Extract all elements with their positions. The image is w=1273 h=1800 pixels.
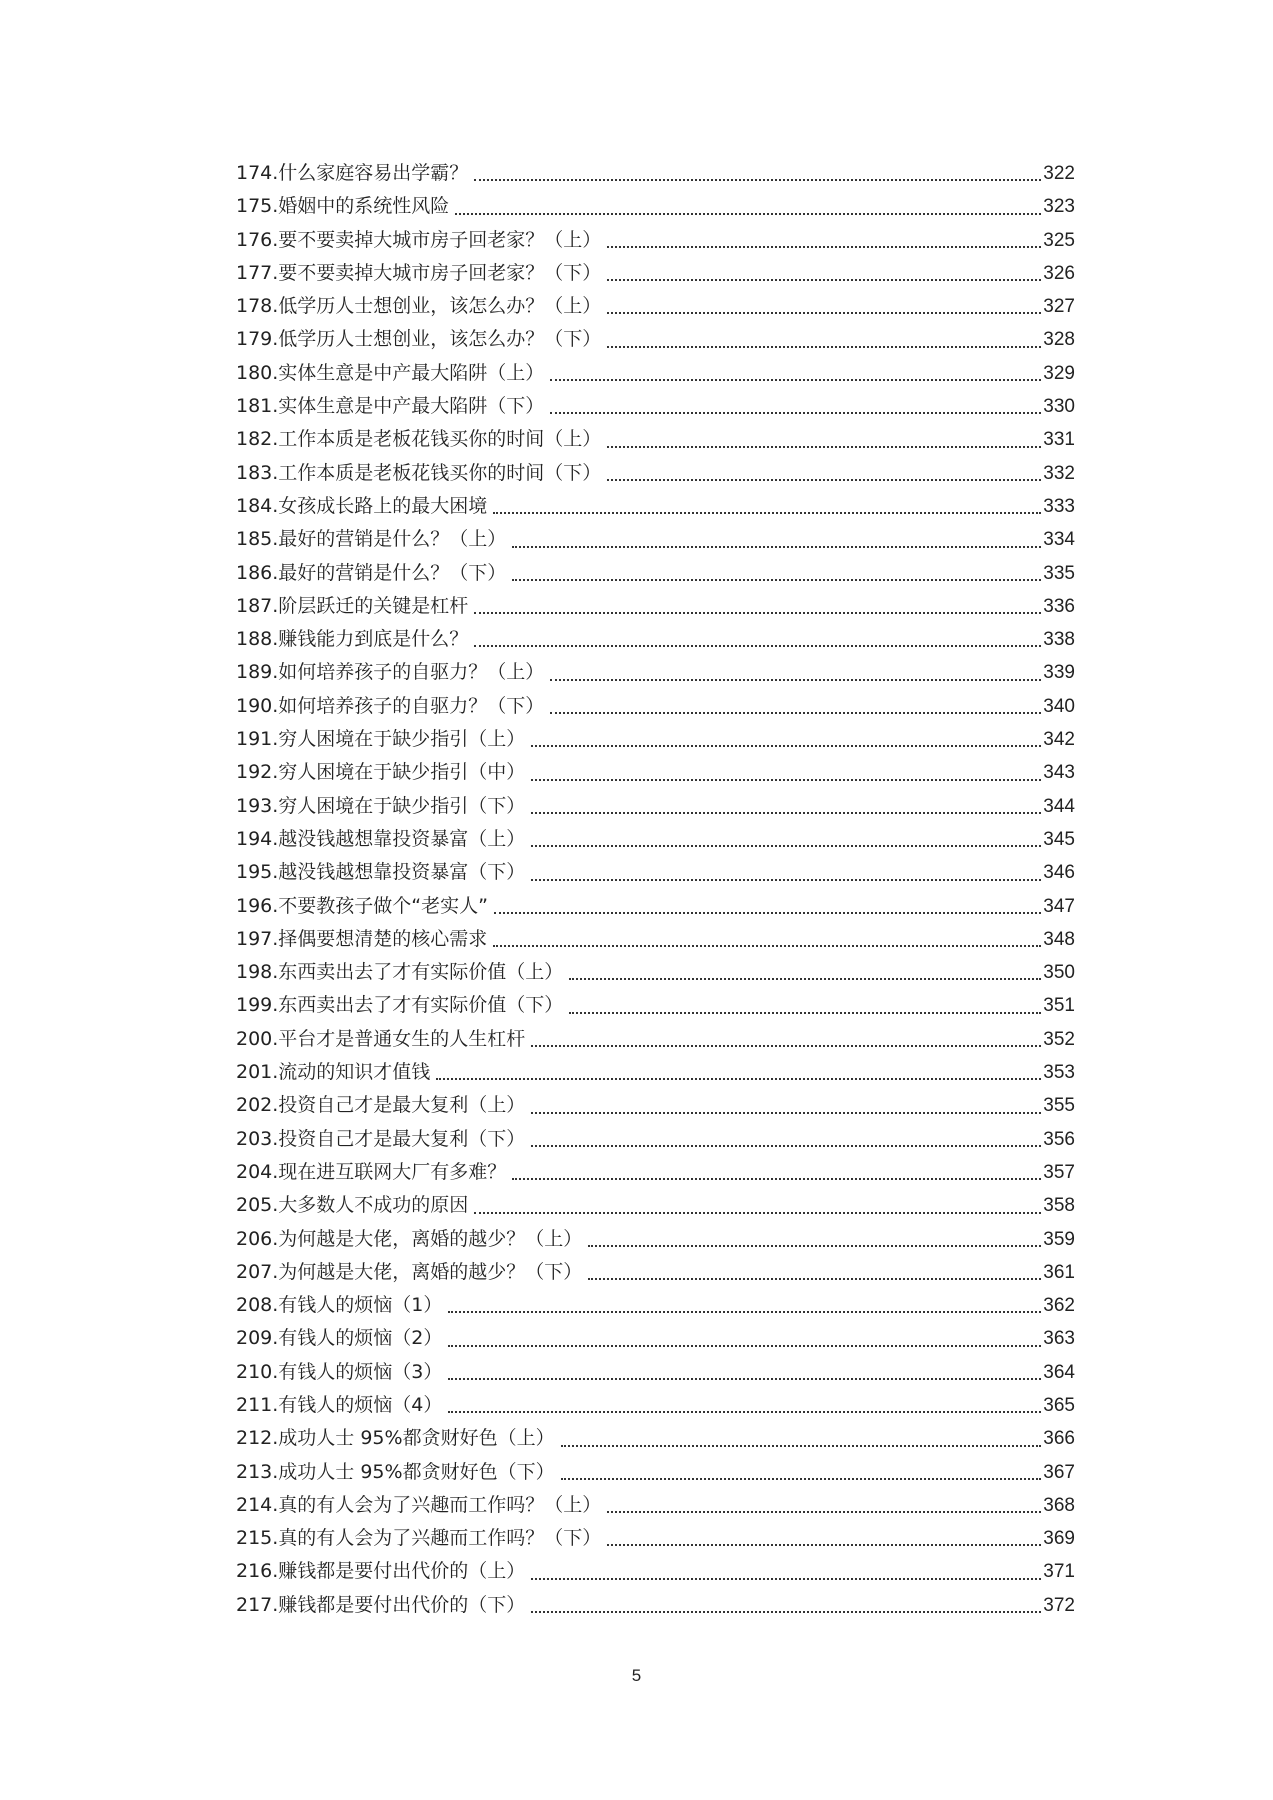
toc-entry-title: 212.成功人士 95%都贪财好色（上） bbox=[236, 1427, 555, 1450]
toc-entry-title: 216.赚钱都是要付出代价的（上） bbox=[236, 1560, 526, 1583]
table-of-contents bbox=[236, 157, 1075, 1622]
dot-leader bbox=[474, 178, 1041, 181]
dot-leader bbox=[512, 1177, 1041, 1180]
toc-entry-page-number: 330 bbox=[1043, 396, 1075, 418]
dot-leader bbox=[531, 1111, 1041, 1114]
toc-entry-title: 191.穷人困境在于缺少指引（上） bbox=[236, 728, 526, 751]
dot-leader bbox=[607, 1543, 1041, 1546]
toc-entry[interactable] bbox=[236, 1023, 1075, 1056]
dot-leader bbox=[607, 311, 1041, 314]
toc-entry[interactable] bbox=[236, 190, 1075, 223]
toc-entry[interactable] bbox=[236, 1256, 1075, 1289]
toc-entry[interactable] bbox=[236, 557, 1075, 590]
toc-entry[interactable] bbox=[236, 623, 1075, 656]
toc-entry-page-number: 327 bbox=[1043, 296, 1075, 318]
toc-entry-page-number: 363 bbox=[1043, 1328, 1075, 1350]
toc-entry-page-number: 356 bbox=[1043, 1128, 1075, 1150]
toc-entry-page-number: 348 bbox=[1043, 928, 1075, 950]
dot-leader bbox=[588, 1277, 1041, 1280]
toc-entry-title: 195.越没钱越想靠投资暴富（下） bbox=[236, 861, 526, 884]
dot-leader bbox=[569, 1011, 1041, 1014]
toc-entry[interactable] bbox=[236, 823, 1075, 856]
toc-entry-page-number: 364 bbox=[1043, 1361, 1075, 1383]
toc-entry-title: 177.要不要卖掉大城市房子回老家？（下） bbox=[236, 261, 602, 284]
dot-leader bbox=[531, 1610, 1041, 1613]
toc-entry-page-number: 347 bbox=[1043, 895, 1075, 917]
toc-entry-page-number: 339 bbox=[1043, 662, 1075, 684]
toc-entry[interactable] bbox=[236, 423, 1075, 456]
toc-entry[interactable] bbox=[236, 1389, 1075, 1422]
toc-entry[interactable] bbox=[236, 1589, 1075, 1622]
toc-entry[interactable] bbox=[236, 723, 1075, 756]
toc-entry-title: 214.真的有人会为了兴趣而工作吗？（上） bbox=[236, 1493, 602, 1516]
toc-entry-page-number: 333 bbox=[1043, 495, 1075, 517]
toc-entry-page-number: 322 bbox=[1043, 163, 1075, 184]
toc-entry-page-number: 369 bbox=[1043, 1528, 1075, 1550]
dot-leader bbox=[550, 411, 1041, 414]
toc-entry-title: 175.婚姻中的系统性风险 bbox=[236, 195, 450, 218]
dot-leader bbox=[550, 378, 1041, 381]
dot-leader bbox=[436, 1077, 1041, 1080]
dot-leader bbox=[493, 944, 1041, 947]
dot-leader bbox=[607, 478, 1041, 481]
toc-entry[interactable] bbox=[236, 157, 1075, 190]
dot-leader bbox=[531, 1577, 1041, 1580]
toc-entry[interactable] bbox=[236, 390, 1075, 423]
toc-entry-title: 217.赚钱都是要付出代价的（下） bbox=[236, 1593, 526, 1616]
toc-entry[interactable] bbox=[236, 856, 1075, 889]
toc-entry-title: 182.工作本质是老板花钱买你的时间（上） bbox=[236, 428, 602, 451]
page-number: 5 bbox=[631, 1666, 642, 1685]
toc-entry[interactable] bbox=[236, 1322, 1075, 1355]
toc-entry[interactable] bbox=[236, 257, 1075, 290]
toc-entry-title: 199.东西卖出去了才有实际价值（下） bbox=[236, 994, 564, 1017]
toc-entry-page-number: 357 bbox=[1043, 1161, 1075, 1183]
toc-entry[interactable] bbox=[236, 690, 1075, 723]
toc-entry-title: 196.不要教孩子做个“老实人” bbox=[236, 894, 488, 917]
toc-entry-page-number: 368 bbox=[1043, 1494, 1075, 1516]
toc-entry-title: 200.平台才是普通女生的人生杠杆 bbox=[236, 1027, 526, 1050]
toc-entry-page-number: 361 bbox=[1043, 1261, 1075, 1283]
toc-entry[interactable] bbox=[236, 1156, 1075, 1189]
toc-entry[interactable] bbox=[236, 1456, 1075, 1489]
toc-entry-page-number: 329 bbox=[1043, 362, 1075, 384]
toc-entry-page-number: 336 bbox=[1043, 595, 1075, 617]
toc-entry[interactable] bbox=[236, 956, 1075, 989]
toc-entry-page-number: 346 bbox=[1043, 862, 1075, 884]
toc-entry-title: 204.现在进互联网大厂有多难？ bbox=[236, 1160, 507, 1183]
toc-entry[interactable] bbox=[236, 1489, 1075, 1522]
toc-entry-page-number: 371 bbox=[1043, 1561, 1075, 1583]
toc-entry-title: 183.工作本质是老板花钱买你的时间（下） bbox=[236, 461, 602, 484]
toc-entry[interactable] bbox=[236, 1123, 1075, 1156]
toc-entry-page-number: 343 bbox=[1043, 762, 1075, 784]
toc-entry-page-number: 366 bbox=[1043, 1428, 1075, 1450]
toc-entry[interactable] bbox=[236, 890, 1075, 923]
toc-entry-page-number: 365 bbox=[1043, 1394, 1075, 1416]
toc-entry-title: 184.女孩成长路上的最大困境 bbox=[236, 494, 488, 517]
toc-entry[interactable] bbox=[236, 523, 1075, 556]
dot-leader bbox=[550, 711, 1041, 714]
toc-entry-title: 185.最好的营销是什么？（上） bbox=[236, 528, 507, 551]
toc-entry[interactable] bbox=[236, 357, 1075, 390]
dot-leader bbox=[494, 911, 1041, 914]
toc-entry[interactable] bbox=[236, 1056, 1075, 1089]
toc-entry-title: 189.如何培养孩子的自驱力？（上） bbox=[236, 661, 545, 684]
toc-entry-title: 198.东西卖出去了才有实际价值（上） bbox=[236, 961, 564, 984]
toc-entry-title: 180.实体生意是中产最大陷阱（上） bbox=[236, 361, 545, 384]
toc-entry-page-number: 352 bbox=[1043, 1028, 1075, 1050]
dot-leader bbox=[455, 212, 1041, 215]
toc-entry-title: 181.实体生意是中产最大陷阱（下） bbox=[236, 395, 545, 418]
toc-entry-page-number: 340 bbox=[1043, 695, 1075, 717]
toc-entry-page-number: 335 bbox=[1043, 562, 1075, 584]
toc-entry-title: 178.低学历人士想创业，该怎么办？（上） bbox=[236, 295, 602, 318]
toc-entry[interactable] bbox=[236, 590, 1075, 623]
toc-entry-title: 203.投资自己才是最大复利（下） bbox=[236, 1127, 526, 1150]
toc-entry-page-number: 331 bbox=[1043, 429, 1075, 451]
toc-entry-title: 193.穷人困境在于缺少指引（下） bbox=[236, 794, 526, 817]
dot-leader bbox=[531, 1044, 1041, 1047]
toc-entry-title: 174.什么家庭容易出学霸？ bbox=[236, 162, 469, 184]
toc-entry-title: 213.成功人士 95%都贪财好色（下） bbox=[236, 1460, 555, 1483]
dot-leader bbox=[512, 578, 1041, 581]
toc-entry-page-number: 351 bbox=[1043, 995, 1075, 1017]
toc-entry-title: 187.阶层跃迁的关键是杠杆 bbox=[236, 594, 469, 617]
toc-entry[interactable] bbox=[236, 1189, 1075, 1222]
dot-leader bbox=[448, 1310, 1041, 1313]
toc-entry-page-number: 344 bbox=[1043, 795, 1075, 817]
toc-entry[interactable] bbox=[236, 1522, 1075, 1555]
toc-entry[interactable] bbox=[236, 989, 1075, 1022]
toc-entry[interactable] bbox=[236, 923, 1075, 956]
dot-leader bbox=[448, 1344, 1041, 1347]
toc-entry[interactable] bbox=[236, 1223, 1075, 1256]
dot-leader bbox=[531, 844, 1041, 847]
toc-entry[interactable] bbox=[236, 790, 1075, 823]
dot-leader bbox=[512, 545, 1041, 548]
toc-entry[interactable] bbox=[236, 290, 1075, 323]
toc-entry-page-number: 367 bbox=[1043, 1461, 1075, 1483]
toc-entry-page-number: 334 bbox=[1043, 529, 1075, 551]
dot-leader bbox=[448, 1377, 1041, 1380]
toc-entry-title: 208.有钱人的烦恼（1） bbox=[236, 1294, 443, 1317]
toc-entry-page-number: 323 bbox=[1043, 196, 1075, 218]
dot-leader bbox=[531, 744, 1041, 747]
dot-leader bbox=[493, 511, 1041, 514]
toc-entry-page-number: 332 bbox=[1043, 462, 1075, 484]
dot-leader bbox=[531, 878, 1041, 881]
dot-leader bbox=[569, 977, 1041, 980]
toc-entry-title: 188.赚钱能力到底是什么？ bbox=[236, 628, 469, 651]
toc-entry[interactable] bbox=[236, 1356, 1075, 1389]
dot-leader bbox=[550, 678, 1041, 681]
toc-entry-page-number: 358 bbox=[1043, 1195, 1075, 1217]
toc-entry-title: 192.穷人困境在于缺少指引（中） bbox=[236, 761, 526, 784]
dot-leader bbox=[474, 611, 1041, 614]
toc-entry-title: 207.为何越是大佬，离婚的越少？（下） bbox=[236, 1260, 583, 1283]
dot-leader bbox=[561, 1477, 1042, 1480]
toc-entry-page-number: 326 bbox=[1043, 262, 1075, 284]
toc-entry-page-number: 355 bbox=[1043, 1095, 1075, 1117]
toc-entry-title: 201.流动的知识才值钱 bbox=[236, 1061, 431, 1084]
toc-entry[interactable] bbox=[236, 1555, 1075, 1588]
toc-entry[interactable] bbox=[236, 656, 1075, 689]
toc-entry-title: 190.如何培养孩子的自驱力？（下） bbox=[236, 694, 545, 717]
toc-entry-page-number: 345 bbox=[1043, 828, 1075, 850]
toc-entry[interactable] bbox=[236, 224, 1075, 257]
toc-entry-title: 179.低学历人士想创业，该怎么办？（下） bbox=[236, 328, 602, 351]
toc-entry[interactable] bbox=[236, 457, 1075, 490]
toc-entry-title: 206.为何越是大佬，离婚的越少？（上） bbox=[236, 1227, 583, 1250]
toc-entry-page-number: 353 bbox=[1043, 1062, 1075, 1084]
toc-entry-page-number: 359 bbox=[1043, 1228, 1075, 1250]
dot-leader bbox=[474, 1211, 1041, 1214]
toc-entry-page-number: 350 bbox=[1043, 962, 1075, 984]
toc-entry-title: 210.有钱人的烦恼（3） bbox=[236, 1360, 443, 1383]
toc-entry-title: 205.大多数人不成功的原因 bbox=[236, 1194, 469, 1217]
dot-leader bbox=[561, 1444, 1042, 1447]
toc-entry-page-number: 338 bbox=[1043, 629, 1075, 651]
toc-entry-title: 209.有钱人的烦恼（2） bbox=[236, 1327, 443, 1350]
toc-entry-page-number: 362 bbox=[1043, 1295, 1075, 1317]
toc-entry-title: 194.越没钱越想靠投资暴富（上） bbox=[236, 827, 526, 850]
dot-leader bbox=[607, 345, 1041, 348]
toc-entry-title: 176.要不要卖掉大城市房子回老家？（上） bbox=[236, 228, 602, 251]
toc-entry[interactable] bbox=[236, 490, 1075, 523]
dot-leader bbox=[607, 445, 1041, 448]
toc-entry-title: 197.择偶要想清楚的核心需求 bbox=[236, 927, 488, 950]
dot-leader bbox=[607, 1510, 1041, 1513]
toc-entry-title: 211.有钱人的烦恼（4） bbox=[236, 1393, 443, 1416]
dot-leader bbox=[474, 644, 1041, 647]
toc-entry-page-number: 325 bbox=[1043, 229, 1075, 251]
toc-entry[interactable] bbox=[236, 1289, 1075, 1322]
dot-leader bbox=[588, 1244, 1041, 1247]
dot-leader bbox=[531, 811, 1041, 814]
toc-entry[interactable] bbox=[236, 1422, 1075, 1455]
toc-entry-title: 215.真的有人会为了兴趣而工作吗？（下） bbox=[236, 1527, 602, 1550]
dot-leader bbox=[607, 245, 1041, 248]
toc-entry-title: 186.最好的营销是什么？（下） bbox=[236, 561, 507, 584]
dot-leader bbox=[531, 1144, 1041, 1147]
dot-leader bbox=[448, 1410, 1041, 1413]
toc-entry-page-number: 342 bbox=[1043, 729, 1075, 751]
toc-entry-page-number: 328 bbox=[1043, 329, 1075, 351]
toc-entry[interactable] bbox=[236, 756, 1075, 789]
toc-entry-title: 202.投资自己才是最大复利（上） bbox=[236, 1094, 526, 1117]
toc-entry-page-number: 372 bbox=[1043, 1594, 1075, 1616]
dot-leader bbox=[531, 778, 1041, 781]
toc-entry[interactable] bbox=[236, 1089, 1075, 1122]
dot-leader bbox=[607, 278, 1041, 281]
toc-entry[interactable] bbox=[236, 323, 1075, 356]
